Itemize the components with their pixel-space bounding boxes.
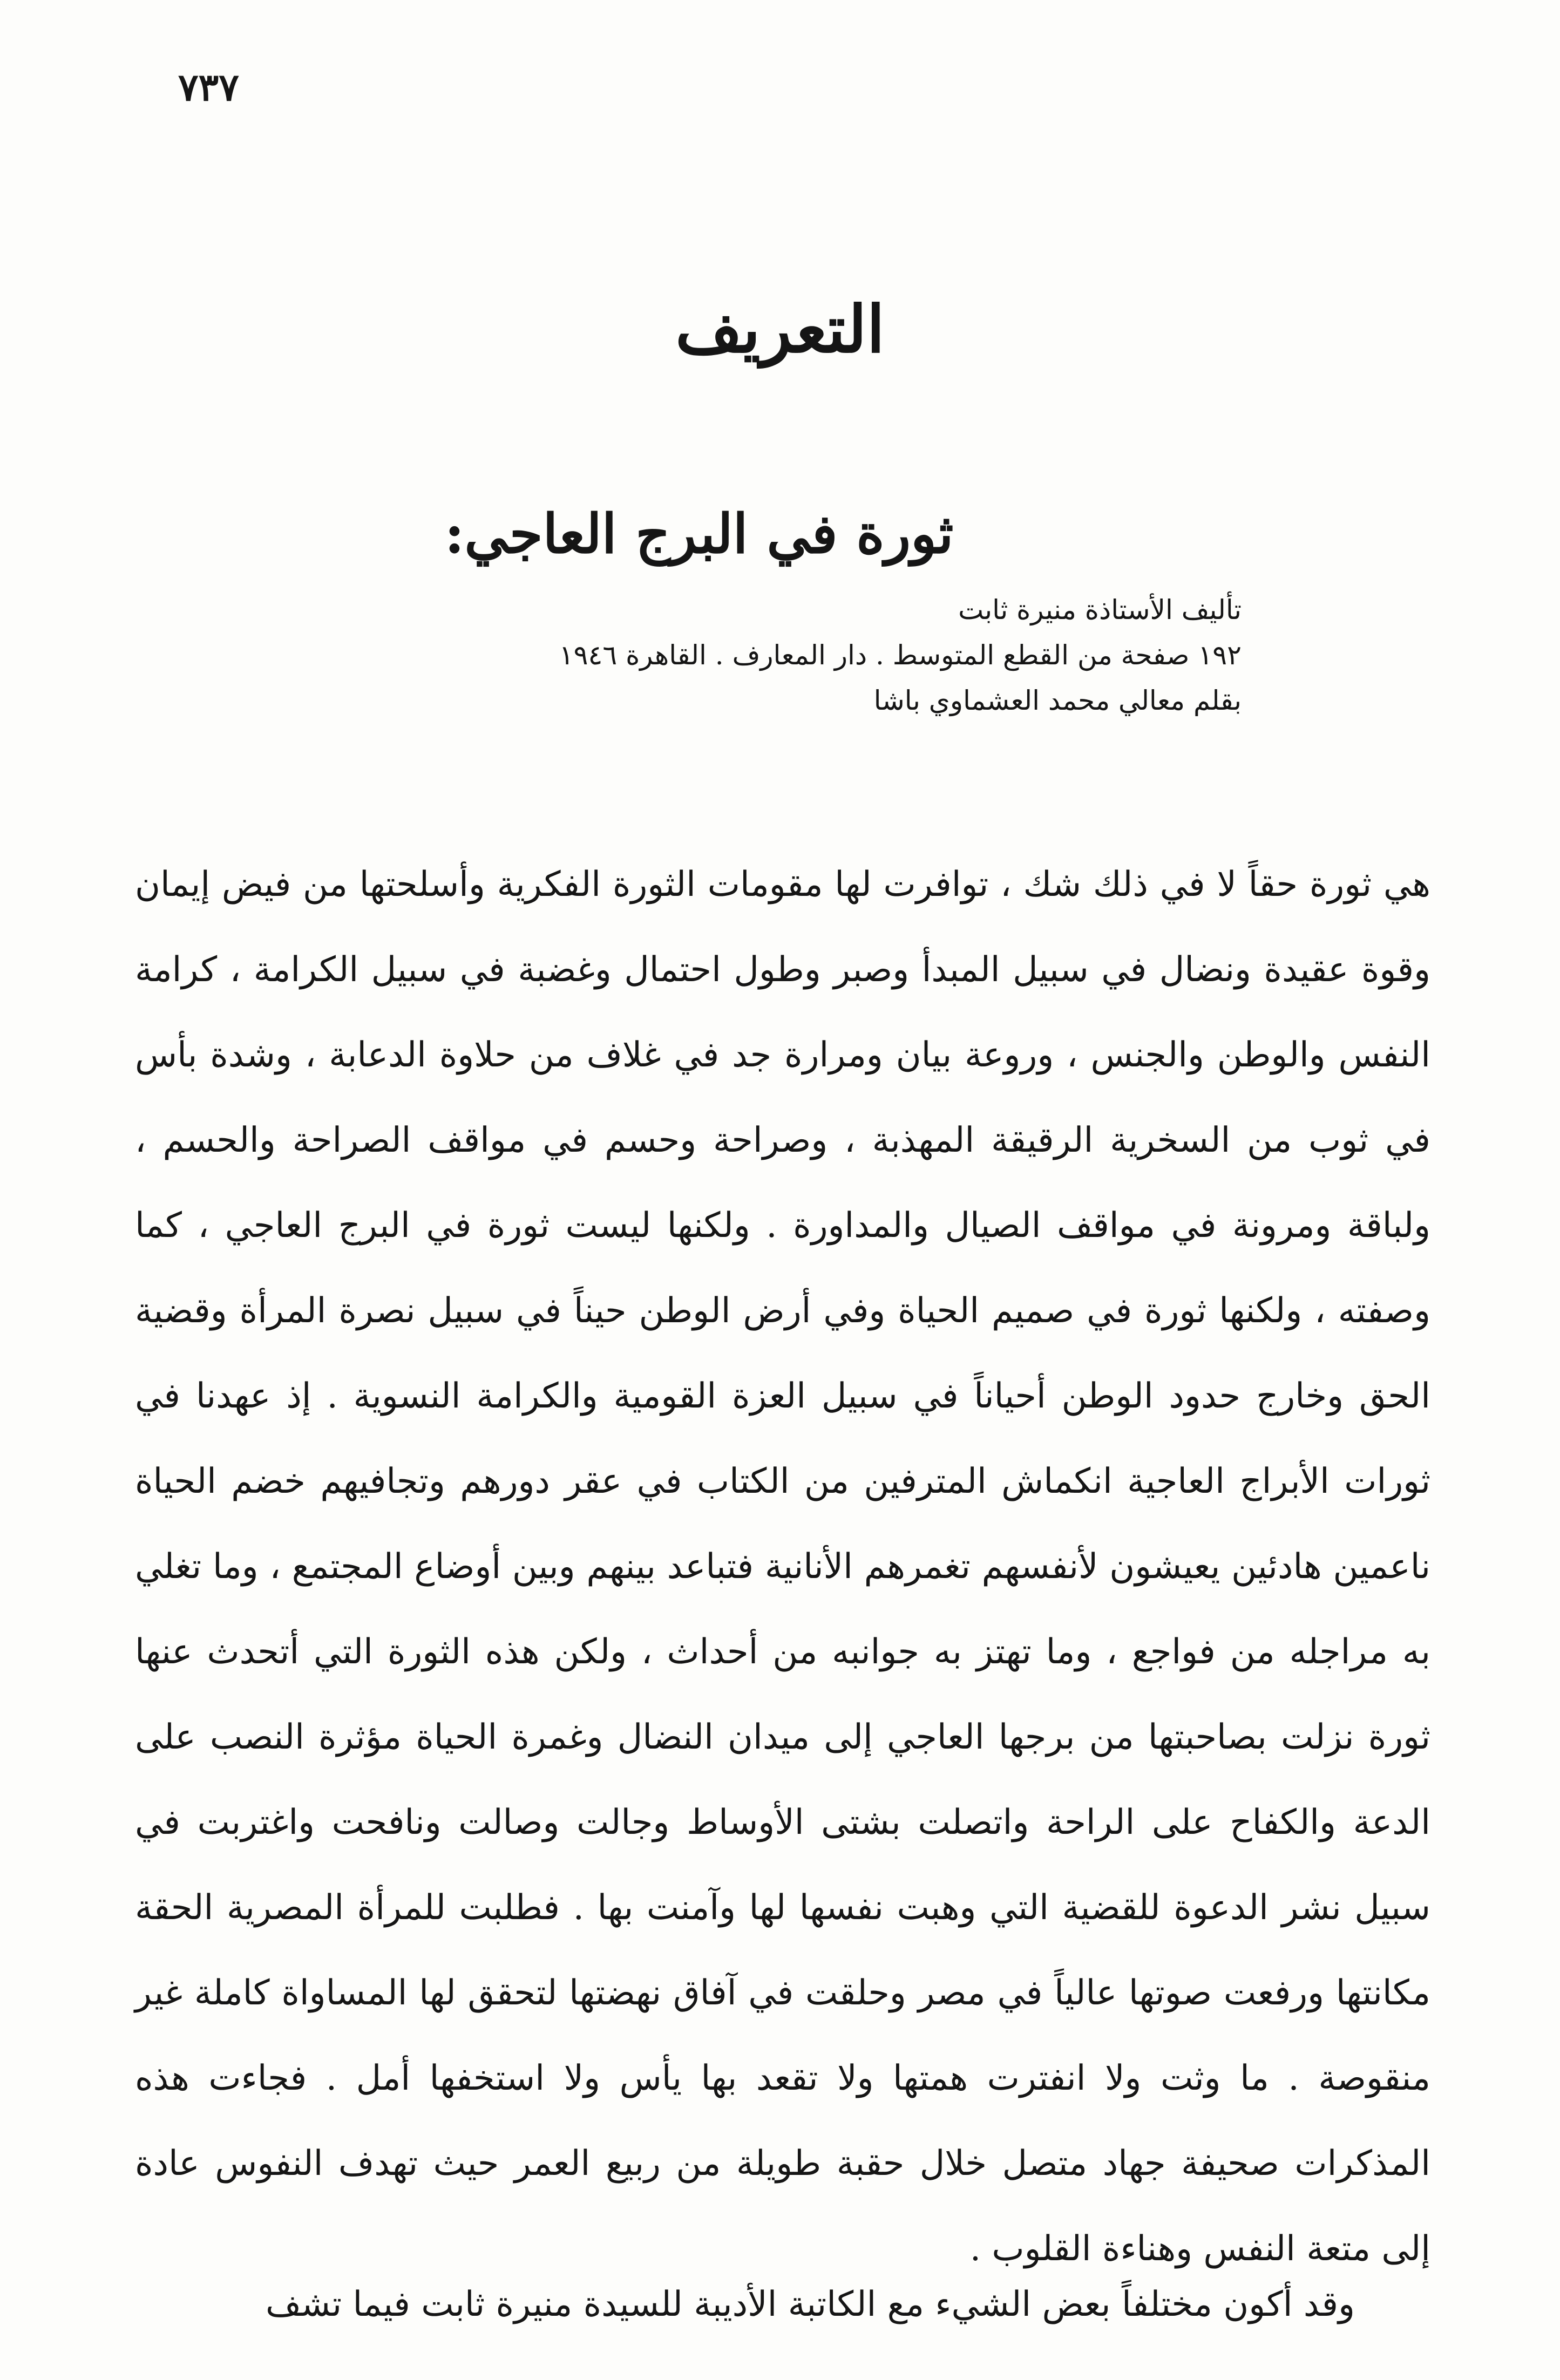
body-paragraph [135,842,1430,2291]
book-title: ثورة في البرج العاجي: [444,502,954,566]
publication-line: ١٩٢ صفحة من القطع المتوسط . دار المعارف . القاهرة ١٩٤٦ [559,640,1242,671]
author-line: تأليف الأستاذة منيرة ثابت [958,594,1242,625]
section-title: التعريف [675,291,885,368]
body-paragraph-text: هي ثورة حقاً لا في ذلك شك ، توافرت لها مقومات الثورة الفكرية وأسلحتها من فيض إيمان وقوة عقيدة ونضال في سبيل المبدأ وصبر وطول احتمال وغضبة في سبيل الكرامة ، كرامة النفس والوطن والجنس ، وروعة بيان ومرارة جد في غلاف من حلاوة الدعابة ، وشدة بأس في ثوب من السخرية الرقيقة المهذبة ، وصراحة وحسم في مواقف الصراحة والحسم ، ولباقة ومرونة في مواقف الصيال والمداورة . ولكنها ليست ثورة في البرج العاجي ، كما وصفته ، ولكنها ثورة في صميم الحياة وفي أرض الوطن حيناً في سبيل نصرة المرأة وقضية الحق وخارج حدود الوطن أحياناً في سبيل العزة القومية والكرامة النسوية . إذ عهدنا في ثورات الأبراج العاجية انكماش المترفين من الكتاب في عقر دورهم وتجافيهم خضم الحياة ناعمين هادئين يعيشون لأنفسهم تغمرهم الأنانية فتباعد بينهم وبين أوضاع المجتمع ، وما تغلي به مراجله من فواجع ، وما تهتز به جوانبه من أحداث ، ولكن هذه الثورة التي أتحدث عنها ثورة نزلت بصاحبتها من برجها العاجي إلى ميدان النضال وغمرة الحياة مؤثرة النصب على الدعة والكفاح على الراحة واتصلت بشتى الأوساط وجالت وصالت ونافحت واغتربت في سبيل نشر الدعوة للقضية التي وهبت نفسها لها وآمنت بها . فطلبت للمرأة المصرية الحقة مكانتها ورفعت صوتها عالياً في مصر وحلقت في آفاق نهضتها لتحقق لها المساواة كاملة غير منقوصة . ما وثت ولا انفترت همتها ولا تقعد بها يأس ولا استخفها أمل . فجاءت هذه المذكرات صحيفة جهاد متصل خلال حقبة طويلة من ربيع العمر حيث تهدف النفوس عادة إلى متعة النفس وهناءة القلوب . [135,865,1431,2269]
last-paragraph: وقد أكون مختلفاً بعض الشيء مع الكاتبة الأديبة للسيدة منيرة ثابت فيما تشف [265,2284,1355,2324]
review-header [270,502,1290,723]
page-number: ٧٣٧ [178,65,239,110]
reviewer-line: بقلم معالي محمد العشماوي باشا [873,685,1242,716]
